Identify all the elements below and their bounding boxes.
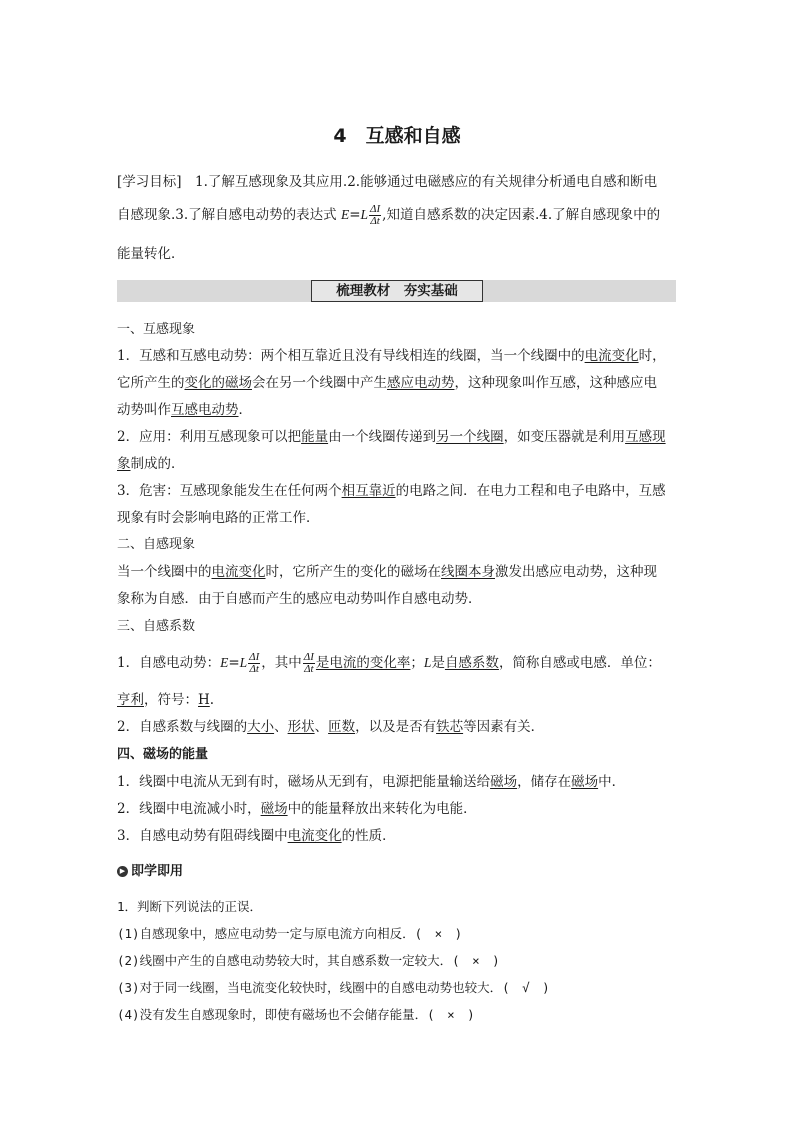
underlined-answer: 磁场 (571, 774, 599, 790)
underlined-answer: 电流变化 (211, 564, 266, 580)
underlined-answer: 象 (117, 456, 131, 472)
paragraph-line: 亨利，符号：H. (117, 692, 215, 708)
question-intro: 1．判断下列说法的正误． (117, 899, 263, 914)
underlined-answer: 互感现 (625, 429, 666, 445)
paragraph-line: 2．自感系数与线圈的大小、形状、匝数，以及是否有铁芯等因素有关． (117, 719, 545, 735)
formula-symbol: = (349, 207, 361, 223)
underlined-answer: 互感电动势 (171, 402, 239, 418)
underlined-answer: 铁芯 (436, 719, 464, 735)
formula-symbol: L (360, 207, 369, 222)
fraction: $\frac{\Delta I}{\Delta t}$ (249, 651, 260, 675)
judgment-item: (4)没有发生自感现象时，即使有磁场也不会储存能量．( × ) (117, 1007, 475, 1022)
fraction (369, 204, 381, 227)
underlined-answer: 线圈本身 (441, 564, 495, 580)
paragraph-line: 1．自感电动势：E=L $\frac{\Delta I}{\Delta t}$ ，其中 $\frac{\Delta I}{\Delta t}$ 是电流的变化率；L是自感系数，简称自感或电感．单位： (117, 651, 661, 675)
paragraph-line: 象称为自感．由于自感而产生的感应电动势叫作自感电动势． (117, 591, 482, 607)
judgment-item: (3)对于同一线圈，当电流变化较快时，线圈中的自感电动势也较大．( √ ) (117, 980, 550, 995)
underlined-answer: 相互靠近 (341, 483, 396, 499)
objectives-line-2 (117, 204, 660, 227)
section-heading: 一、互感现象 (117, 322, 196, 337)
underlined-answer: H (198, 692, 210, 708)
objectives-label: [学习目标] (117, 174, 182, 190)
underlined-answer: 磁场 (260, 801, 288, 817)
paragraph-line: 2．应用：利用互感现象可以把能量由一个线圈传递到另一个线圈，如变压器就是利用互感现 (117, 429, 666, 445)
underlined-answer: 电流变化 (584, 348, 639, 364)
underlined-answer: 磁场 (490, 774, 518, 790)
underlined-answer: 感应电动势 (387, 375, 455, 391)
paragraph-line: 3．自感电动势有阻碍线圈中电流变化的性质． (117, 828, 396, 844)
fraction-denominator: Δt (370, 215, 380, 227)
formula-symbol: E (340, 207, 350, 222)
judgment-item: (2)线圈中产生的自感电动势较大时，其自感系数一定较大．( × ) (117, 953, 500, 968)
page-title: 4 互感和自感 (333, 125, 461, 147)
play-icon: ▶ (117, 866, 128, 877)
underlined-answer: 匝数 (328, 719, 356, 735)
paragraph-line: 象制成的． (117, 456, 185, 472)
objectives-line-1 (117, 172, 657, 192)
objectives-line-3: 能量转化． (117, 246, 185, 262)
underlined-answer: 电流变化 (287, 828, 342, 844)
underlined-answer: 能量 (301, 429, 329, 445)
objectives-text: ,知道自感系数的决定因素.4.了解自感现象中的 (382, 207, 661, 223)
underlined-answer: 另一个线圈 (436, 429, 504, 445)
judgment-item: (1)自感现象中，感应电动势一定与原电流方向相反．( × ) (117, 926, 463, 941)
underlined-answer: 亨利 (117, 692, 144, 708)
paragraph-line: 1．线圈中电流从无到有时，磁场从无到有，电源把能量输送给磁场，储存在磁场中． (117, 774, 626, 790)
underlined-answer: 变化的磁场 (184, 375, 252, 391)
section-banner: 梳理教材 夯实基础 (311, 280, 483, 302)
practice-heading: ▶ 即学即用 (117, 862, 183, 882)
paragraph-line: 它所产生的变化的磁场会在另一个线圈中产生感应电动势，这种现象叫作互感，这种感应电 (117, 375, 657, 391)
section-heading: 二、自感现象 (117, 537, 196, 552)
paragraph-line: 现象有时会影响电路的正常工作． (117, 510, 320, 526)
fraction-numerator: ΔI (370, 203, 381, 215)
paragraph-line: 3．危害：互感现象能发生在任何两个相互靠近的电路之间．在电力工程和电子电路中，互感 (117, 483, 666, 499)
objectives-text: 自感现象.3.了解自感电动势的表达式 (117, 207, 341, 223)
underlined-answer: 大小 (247, 719, 275, 735)
objectives-text: 1.了解互感现象及其应用.2.能够通过电磁感应的有关规律分析通电自感和断电 (195, 174, 658, 190)
section-heading: 四、磁场的能量 (117, 747, 209, 762)
underlined-answer: 是电流的变化率 (315, 655, 411, 671)
underlined-answer: 形状 (287, 719, 315, 735)
paragraph-line: 动势叫作互感电动势． (117, 402, 252, 418)
section-heading: 三、自感系数 (117, 619, 196, 634)
paragraph-line: 2．线圈中电流减小时，磁场中的能量释放出来转化为电能． (117, 801, 477, 817)
fraction: $\frac{\Delta I}{\Delta t}$ (303, 651, 314, 675)
paragraph-line: 当一个线圈中的电流变化时，它所产生的变化的磁场在线圈本身激发出感应电动势，这种现 (117, 564, 657, 580)
paragraph-line: 1．互感和互感电动势：两个相互靠近且没有导线相连的线圈，当一个线圈中的电流变化时， (117, 348, 666, 364)
underlined-answer: 自感系数 (444, 655, 499, 671)
